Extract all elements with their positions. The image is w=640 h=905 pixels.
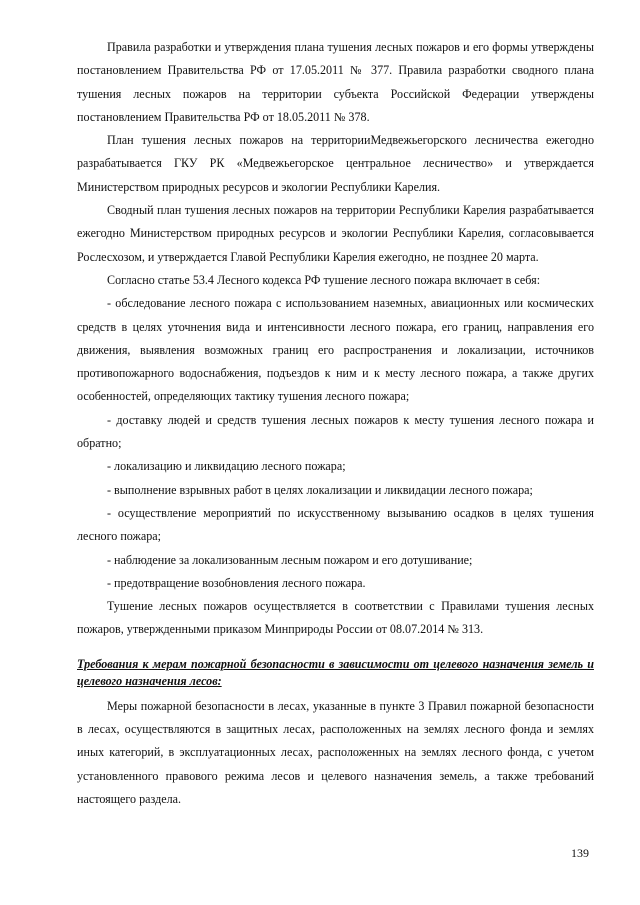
paragraph-summary-plan: Сводный план тушения лесных пожаров на территории Республики Карелия разрабатывается ежегодно Министерством природных ресурсов и экологии Республики Карелия, согласовывается Рослесхозом, и утверждается Главой Республики Карелия ежегодно, не позднее 20 марта. xyxy=(77,203,594,264)
list-item: - обследование лесного пожара с использованием наземных, авиационных или космических средств в целях уточнения вида и интенсивности лесного пожара, его границ, направления его движения, выявления возможных границ его распространения и локализации, источников противопожарного водоснабжения, подъездов к ним и к месту лесного пожара, а также других особенностей, определяющих тактику тушения лесного пожара; xyxy=(77,296,594,404)
list-item: - выполнение взрывных работ в целях локализации и ликвидации лесного пожара; xyxy=(107,482,533,497)
paragraph-section: Меры пожарной безопасности в лесах, указанные в пункте 3 Правил пожарной безопасности в лесах, осуществляются в защитных лесах, расположенных на землях лесного фонда и землях иных категорий, в эксплуатационных лесах, расположенных на землях лесного фонда, с учетом установленного правового режима лесов и целевого назначения земель, а также требований настоящего раздела. xyxy=(77,698,594,806)
list-item: - осуществление мероприятий по искусственному вызыванию осадков в целях тушения лесного пожара; xyxy=(77,505,594,544)
list-item: - наблюдение за локализованным лесным пожаром и его дотушивание; xyxy=(107,552,473,567)
section-heading: Требования к мерам пожарной безопасности в зависимости от целевого назначения земель и целевого назначения лесов: xyxy=(77,656,594,688)
paragraph-local-plan: План тушения лесных пожаров на территорииМедвежьегорского лесничества ежегодно разрабатывается ГКУ РК «Медвежьегорское центральное лесничество» и утверждается Министерством природных ресурсов и экологии Республики Карелия. xyxy=(77,133,594,194)
paragraph-closing: Тушение лесных пожаров осуществляется в соответствии с Правилами тушения лесных пожаров, утвержденными приказом Минприроды России от 08.07.2014 № 313. xyxy=(77,599,594,637)
list-item: - локализацию и ликвидацию лесного пожара; xyxy=(107,459,346,474)
paragraph-plan-rules: Правила разработки и утверждения плана тушения лесных пожаров и его формы утверждены постановлением Правительства РФ от 17.05.2011 № 377. Правила разработки сводного плана тушения лесных пожаров на территории субъекта Российской Федерации утверждены постановлением Правительства РФ от 18.05.2011 № 378. xyxy=(77,40,594,124)
paragraph-article-intro: Согласно статье 53.4 Лесного кодекса РФ тушение лесного пожара включает в себя: xyxy=(107,272,541,287)
page-body xyxy=(77,36,594,811)
page-number: 139 xyxy=(571,846,589,860)
list-item: - предотвращение возобновления лесного пожара. xyxy=(107,575,366,590)
list-item: - доставку людей и средств тушения лесных пожаров к месту тушения лесного пожара и обратно; xyxy=(77,412,594,451)
